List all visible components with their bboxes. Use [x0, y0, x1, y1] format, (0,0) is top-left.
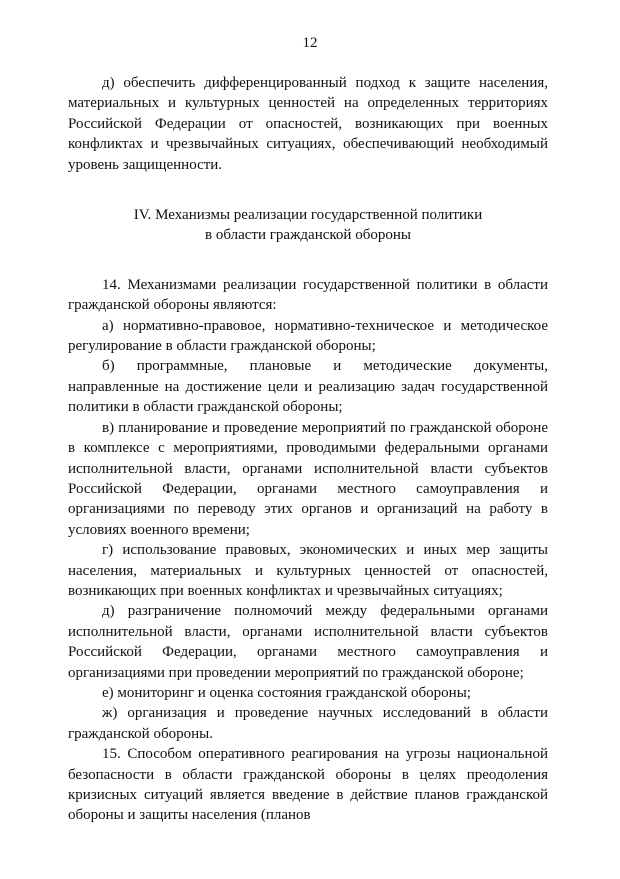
section-heading-line2: в области гражданской обороны [205, 227, 411, 244]
paragraph-14-zh: ж) организация и проведение научных исследований в области гражданской обороны. [68, 705, 548, 742]
paragraph-14-e: е) мониторинг и оценка состояния гражданской обороны; [102, 684, 471, 701]
paragraph-14: 14. Механизмами реализации государственной политики в области гражданской обороны являются: [68, 276, 548, 314]
document-body [68, 73, 548, 826]
paragraph-15: 15. Способом оперативного реагирования на угрозы национальной безопасности в области гражданской обороны в целях преодоления кризисных ситуаций является введение в действие планов гражданской обороны и защиты населения (планов [68, 746, 548, 824]
paragraph-item-d: д) обеспечить дифференцированный подход к защите населения, материальных и культурных ценностей на определенных территориях Российской Федерации от опасностей, возникающих при военных конфликтах и чрезвычайных ситуациях, обеспечивающий необходимый уровень защищенности. [68, 75, 548, 173]
paragraph-14-v: в) планирование и проведение мероприятий по гражданской обороне в комплексе с мероприятиями, проводимыми федеральными органами исполнительной власти, органами исполнительной власти субъектов Российской Федерации, органами местного самоуправления и организациями по переводу этих органов и организаций на работу в условиях военного времени; [68, 419, 548, 538]
page-number: 12 [302, 35, 318, 51]
section-heading [68, 205, 548, 246]
section-heading-line1: IV. Механизмы реализации государственной политики [133, 207, 483, 224]
paragraph-14-b: б) программные, плановые и методические документы, направленные на достижение цели и реализацию задач государственной политики в области гражданской обороны; [68, 358, 548, 416]
paragraph-14-d: д) разграничение полномочий между федеральными органами исполнительной власти, органами исполнительной власти субъектов Российской Федерации, органами местного самоуправления и организациями при проведении мероприятий по гражданской обороне; [68, 603, 548, 681]
paragraph-14-a: а) нормативно-правовое, нормативно-техническое и методическое регулирование в области гражданской обороны; [68, 317, 548, 355]
paragraph-14-g: г) использование правовых, экономических и иных мер защиты населения, материальных и культурных ценностей от опасностей, возникающих при военных конфликтах и чрезвычайных ситуациях; [68, 542, 548, 599]
